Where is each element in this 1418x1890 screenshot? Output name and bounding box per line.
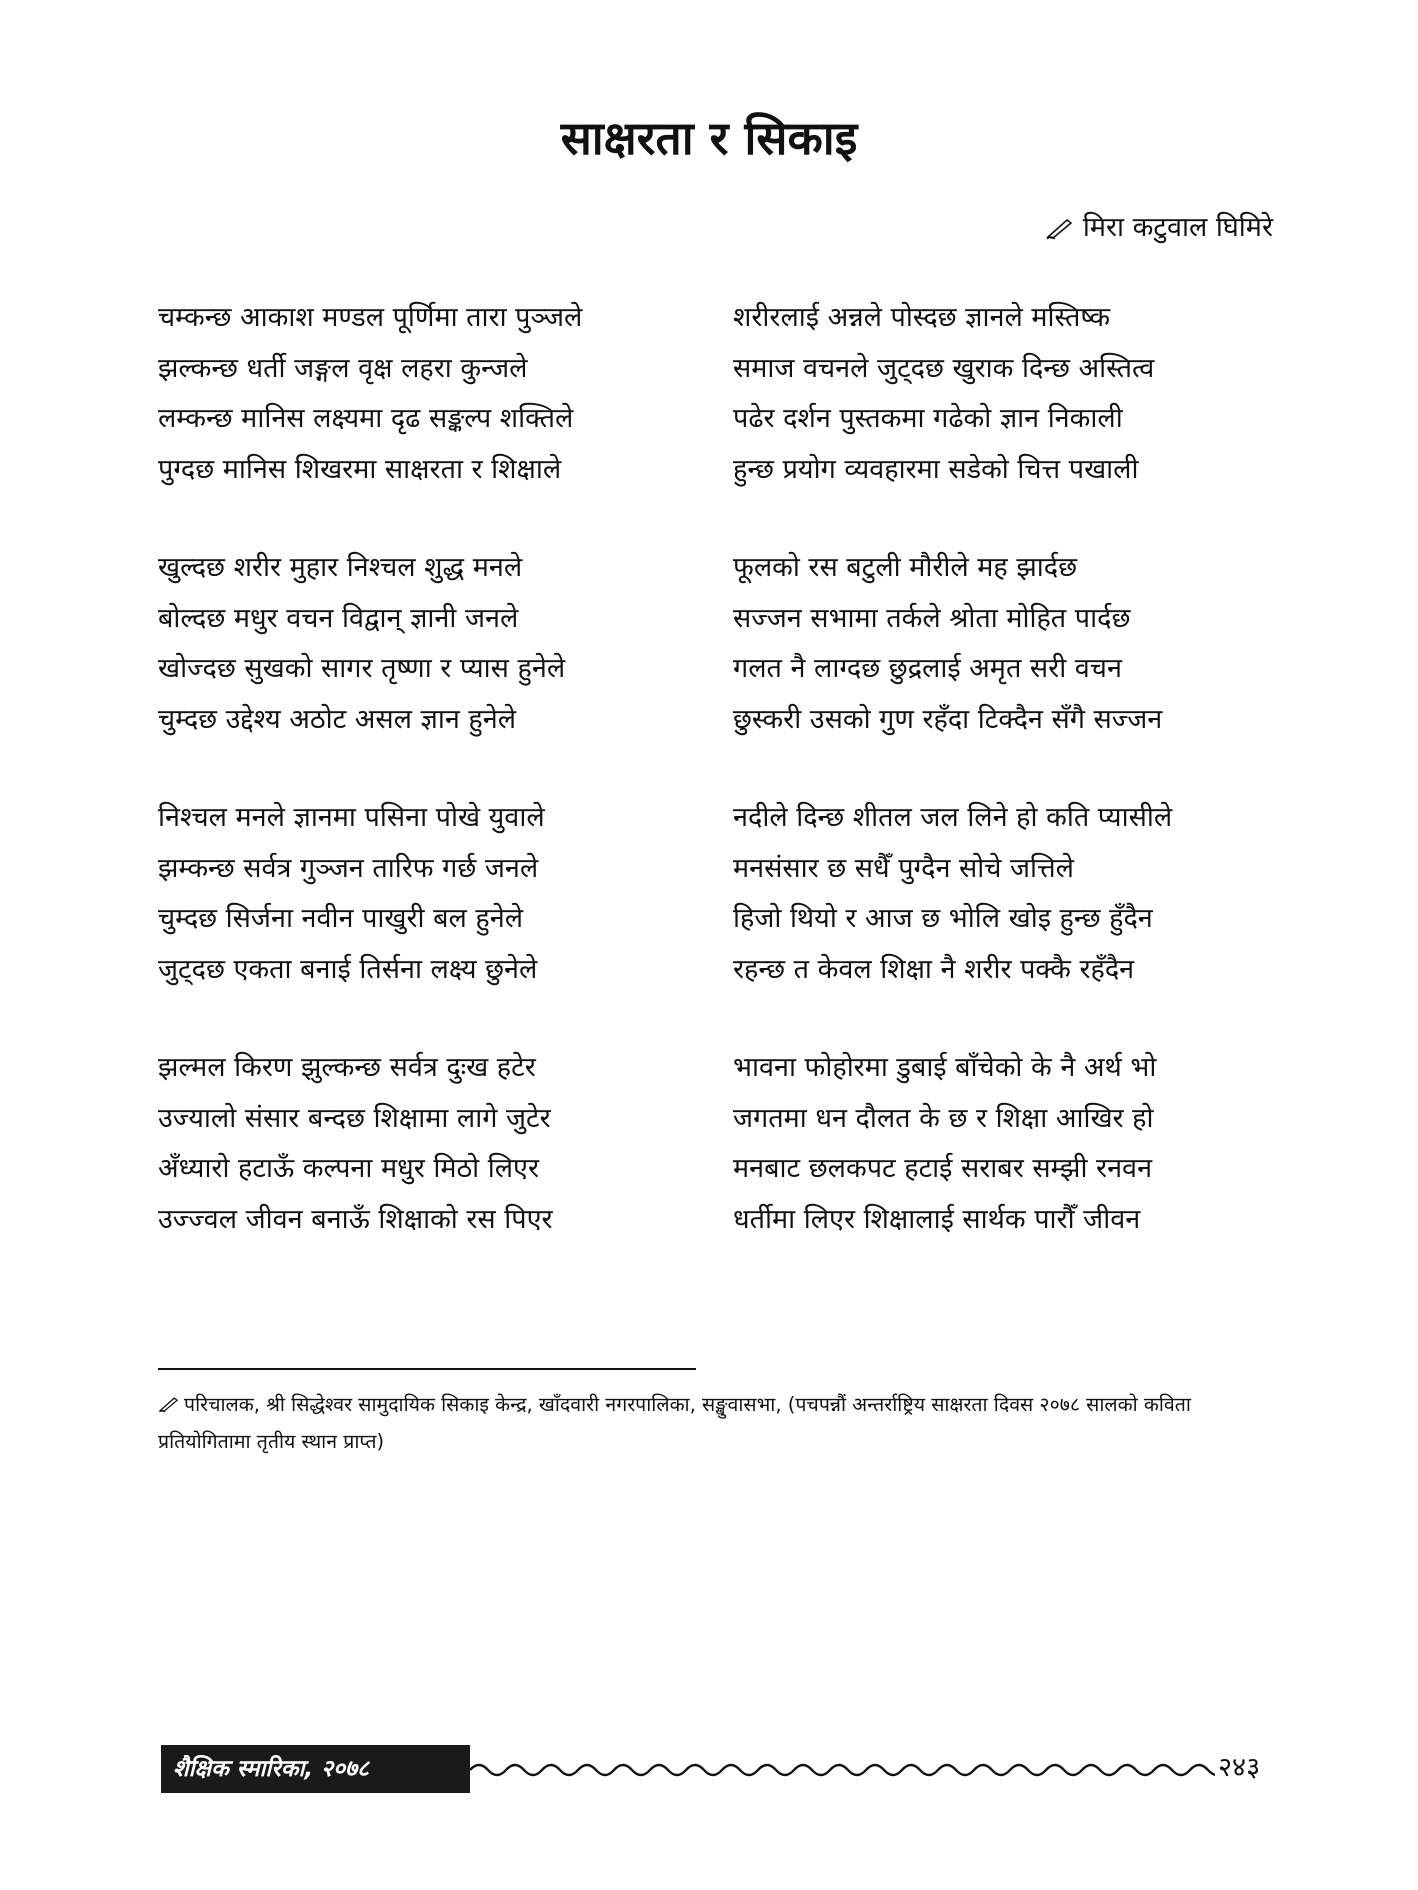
poem-line: सज्जन सभामा तर्कले श्रोता मोहित पार्दछ <box>733 602 1131 634</box>
poem-line: हुन्छ प्रयोग व्यवहारमा सडेको चित्त पखाली <box>733 453 1139 485</box>
poem-line: शरीरलाई अन्नले पोस्दछ ज्ञानले मस्तिष्क <box>733 302 1111 333</box>
stanza <box>158 793 718 995</box>
footnote-text: परिचालक, श्री सिद्धेश्वर सामुदायिक सिकाइ केन्द्र, खाँदवारी नगरपालिका, सङ्खुवासभा, (पचपन्नौं अन्तर्राष्ट्रिय साक्षरता दिवस २०७८ सालको कविता प्रतियोगितामा तृतीय स्थान प्राप्त) <box>158 1393 1191 1453</box>
pen-icon <box>158 1395 180 1413</box>
poem-line: खोज्दछ सुखको सागर तृष्णा र प्यास हुनेले <box>158 653 566 684</box>
poem-line: जगतमा धन दौलत के छ र शिक्षा आखिर हो <box>733 1102 1154 1134</box>
poem-line: निश्चल मनले ज्ञानमा पसिना पोखे युवाले <box>158 802 545 833</box>
stanza <box>158 293 718 495</box>
poem-line: झम्कन्छ सर्वत्र गुञ्जन तारिफ गर्छ जनले <box>158 852 539 884</box>
poem-line: रहन्छ त केवल शिक्षा नै शरीर पक्कै रहँदैन <box>733 953 1135 985</box>
footnote <box>158 1386 1276 1460</box>
poem-line: जुट्दछ एकता बनाई तिर्सना लक्ष्य छुनेले <box>158 953 538 985</box>
publication-label: शैक्षिक स्मारिका, २०७८ <box>161 1745 470 1793</box>
poem-line: पढेर दर्शन पुस्तकमा गढेको ज्ञान निकाली <box>733 403 1123 434</box>
poem-line: चम्कन्छ आकाश मण्डल पूर्णिमा तारा पुञ्जले <box>158 302 583 333</box>
poem-line: बोल्दछ मधुर वचन विद्वान् ज्ञानी जनले <box>158 602 519 634</box>
poem-line: उज्ज्वल जीवन बनाऊँ शिक्षाको रस पिएर <box>158 1203 553 1235</box>
poem-line: फूलको रस बटुली मौरीले मह झार्दछ <box>733 552 1078 583</box>
wave-line <box>470 1752 1215 1788</box>
stanza <box>733 793 1293 995</box>
pen-icon <box>1045 216 1075 240</box>
poem-line: नदीले दिन्छ शीतल जल लिने हो कति प्यासीले <box>733 802 1173 833</box>
poem-line: लम्कन्छ मानिस लक्ष्यमा दृढ सङ्कल्प शक्तिले <box>158 403 574 434</box>
page-title: साक्षरता र सिकाइ <box>560 111 858 165</box>
footnote-divider <box>158 1368 696 1370</box>
poem-line: मनबाट छलकपट हटाई सराबर सम्झी रनवन <box>733 1153 1153 1184</box>
poem-line: झल्कन्छ धर्ती जङ्गल वृक्ष लहरा कुन्जले <box>158 352 528 384</box>
poem-line: छुस्करी उसको गुण रहँदा टिक्दैन सँगै सज्जन <box>733 703 1163 735</box>
stanza <box>733 293 1293 495</box>
poem-line: भावना फोहोरमा डुबाई बाँचेको के नै अर्थ भो <box>733 1052 1157 1083</box>
poem-line: अँध्यारो हटाऊँ कल्पना मधुर मिठो लिएर <box>158 1153 540 1184</box>
poem-line: उज्यालो संसार बन्दछ शिक्षामा लागे जुटेर <box>158 1102 551 1134</box>
poem-line: चुम्दछ सिर्जना नवीन पाखुरी बल हुनेले <box>158 903 524 934</box>
poem-line: हिजो थियो र आज छ भोलि खोइ हुन्छ हुँदैन <box>733 903 1153 934</box>
stanza <box>733 543 1293 745</box>
poem-line: मनसंसार छ सधैँ पुग्दैन सोचे जत्तिले <box>733 852 1074 884</box>
stanza <box>158 543 718 745</box>
stanza <box>158 1043 718 1245</box>
page-number: २४३ <box>1218 1752 1261 1783</box>
author-name: मिरा कटुवाल घिमिरे <box>1082 212 1273 243</box>
poem-line: खुल्दछ शरीर मुहार निश्चल शुद्ध मनले <box>158 552 523 583</box>
poem-line: चुम्दछ उद्देश्य अठोट असल ज्ञान हुनेले <box>158 703 517 735</box>
poem-line: गलत नै लाग्दछ छुद्रलाई अमृत सरी वचन <box>733 653 1122 684</box>
author-byline <box>1045 208 1273 248</box>
poem-column-right <box>733 293 1293 1293</box>
stanza <box>733 1043 1293 1245</box>
poem-line: पुग्दछ मानिस शिखरमा साक्षरता र शिक्षाले <box>158 453 562 485</box>
poem-line: धर्तीमा लिएर शिक्षालाई सार्थक पारौँ जीवन <box>733 1203 1141 1235</box>
poem-column-left <box>158 293 718 1293</box>
poem-line: समाज वचनले जुट्दछ खुराक दिन्छ अस्तित्व <box>733 352 1155 384</box>
poem-line: झल्मल किरण झुल्कन्छ सर्वत्र दुःख हटेर <box>158 1052 536 1083</box>
